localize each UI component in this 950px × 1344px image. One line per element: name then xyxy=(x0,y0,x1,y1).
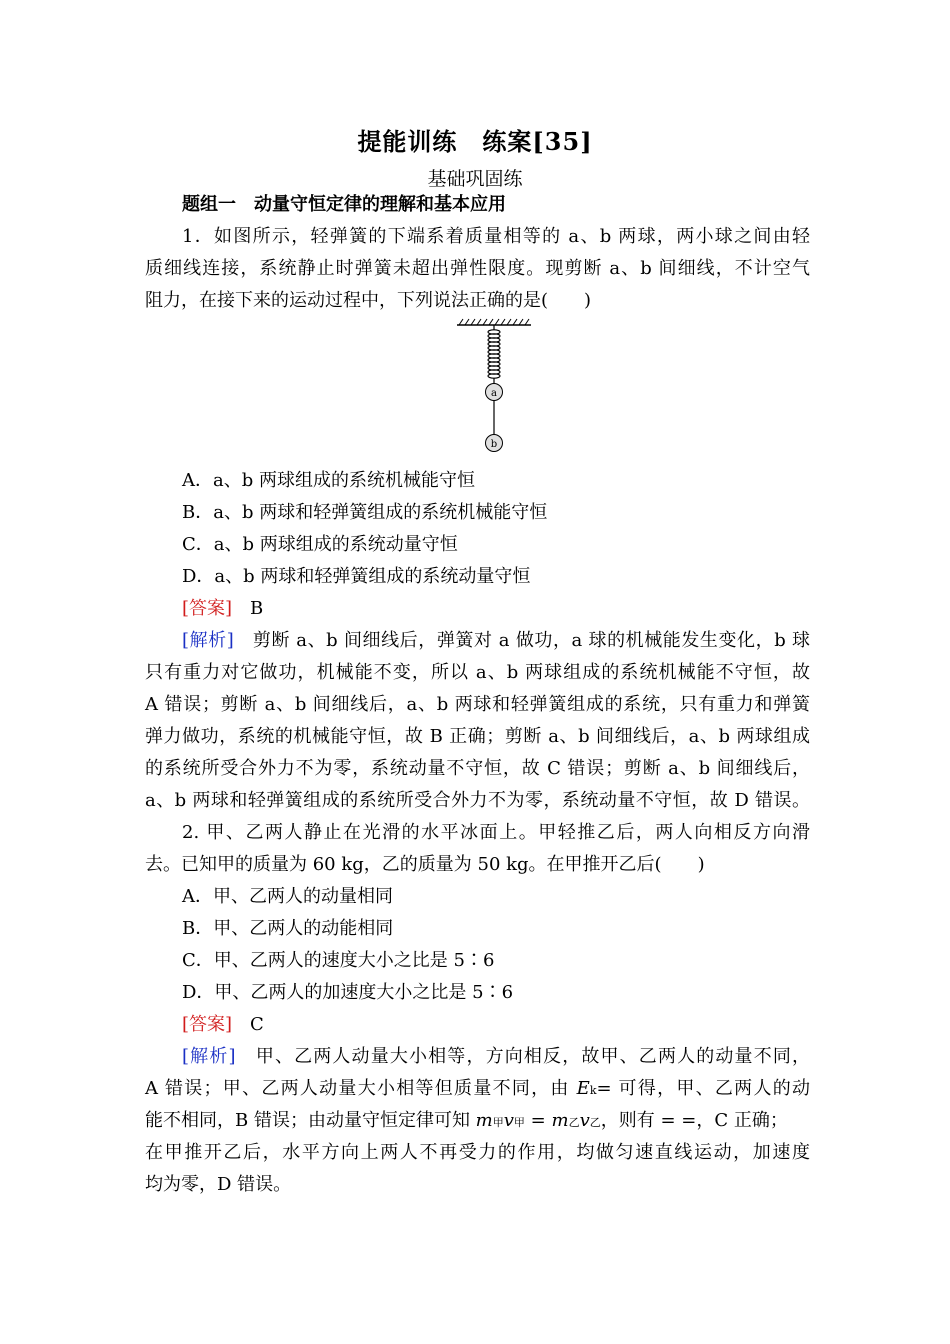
answer-value: B xyxy=(250,598,264,619)
q1-stem-line: 1．如图所示，轻弹簧的下端系着质量相等的 a、b 两球，两小球之间由轻 xyxy=(182,226,810,247)
q1-analysis-line: A 错误；剪断 a、b 间细线后，a、b 两球和轻弹簧组成的系统，只有重力和弹簧 xyxy=(145,694,810,715)
answer-label: [答案] xyxy=(182,1014,233,1035)
analysis-label: [解析] xyxy=(182,1046,236,1067)
q2-option-d: D．甲、乙两人的加速度大小之比是 5∶6 xyxy=(182,982,514,1003)
q2-option-c: C．甲、乙两人的速度大小之比是 5∶6 xyxy=(182,950,495,971)
q1-analysis-line: [解析] 剪断 a、b 间细线后，弹簧对 a 做功，a 球的机械能发生变化，b 球 xyxy=(182,630,811,651)
ball-a-label: a xyxy=(491,388,497,399)
ball-b-label: b xyxy=(490,439,498,450)
q1-analysis-line: 的系统所受合外力不为零，系统动量不守恒，故 C 错误；剪断 a、b 间细线后， xyxy=(145,758,810,779)
q2-stem-line: 2. 甲、乙两人静止在光滑的水平冰面上。甲轻推乙后，两人向相反方向滑 xyxy=(182,822,810,843)
q1-option-b: B．a、b 两球和轻弹簧组成的系统机械能守恒 xyxy=(182,502,548,523)
q2-analysis-line: 能不相同，B 错误；由动量守恒定律可知 m甲v甲 = m乙v乙，则有 = =，C 正确； xyxy=(145,1110,788,1131)
analysis-label: [解析] xyxy=(182,630,234,651)
spring-ball-figure xyxy=(453,318,535,458)
q2-analysis-line: [解析] 甲、乙两人动量大小相等，方向相反，故甲、乙两人的动量不同， xyxy=(182,1046,811,1067)
answer-label: [答案] xyxy=(182,598,233,619)
q1-answer xyxy=(182,597,810,621)
q2-answer xyxy=(182,1013,810,1037)
q1-analysis-line: 弹力做功，系统的机械能守恒，故 B 正确；剪断 a、b 间细线后，a、b 两球组成 xyxy=(145,726,810,747)
answer-value: C xyxy=(250,1014,264,1035)
spring-coil xyxy=(488,330,500,378)
q2-stem-line: 去。已知甲的质量为 60 kg，乙的质量为 50 kg。在甲推开乙后( ) xyxy=(145,854,705,875)
q2-analysis-line: 均为零，D 错误。 xyxy=(145,1174,292,1195)
ceiling-hatch xyxy=(459,319,529,325)
q2-analysis-line: A 错误；甲、乙两人动量大小相等但质量不同，由 Ek= 可得，甲、乙两人的动 xyxy=(145,1078,810,1099)
q1-stem-line: 质细线连接，系统静止时弹簧未超出弹性限度。现剪断 a、b 间细线，不计空气 xyxy=(145,258,810,279)
q1-option-d: D．a、b 两球和轻弹簧组成的系统动量守恒 xyxy=(182,566,531,587)
q2-analysis-line: 在甲推开乙后，水平方向上两人不再受力的作用，均做匀速直线运动，加速度 xyxy=(145,1142,810,1163)
section-heading: 题组一 动量守恒定律的理解和基本应用 xyxy=(182,194,506,215)
page-subtitle: 基础巩固练 xyxy=(427,168,523,190)
q1-option-a: A．a、b 两球组成的系统机械能守恒 xyxy=(182,470,475,491)
q1-option-c: C．a、b 两球组成的系统动量守恒 xyxy=(182,534,458,555)
q2-option-a: A．甲、乙两人的动量相同 xyxy=(182,886,393,907)
q2-option-b: B．甲、乙两人的动能相同 xyxy=(182,918,394,939)
q1-analysis-line: a、b 两球和轻弹簧组成的系统所受合外力不为零，系统动量不守恒，故 D 错误。 xyxy=(145,790,810,811)
q1-analysis-line: 只有重力对它做功，机械能不变，所以 a、b 两球组成的系统机械能不守恒，故 xyxy=(145,662,810,683)
q1-stem-line: 阻力，在接下来的运动过程中，下列说法正确的是( ) xyxy=(145,290,592,311)
page-title: 提能训练 练案[35] xyxy=(357,127,593,156)
